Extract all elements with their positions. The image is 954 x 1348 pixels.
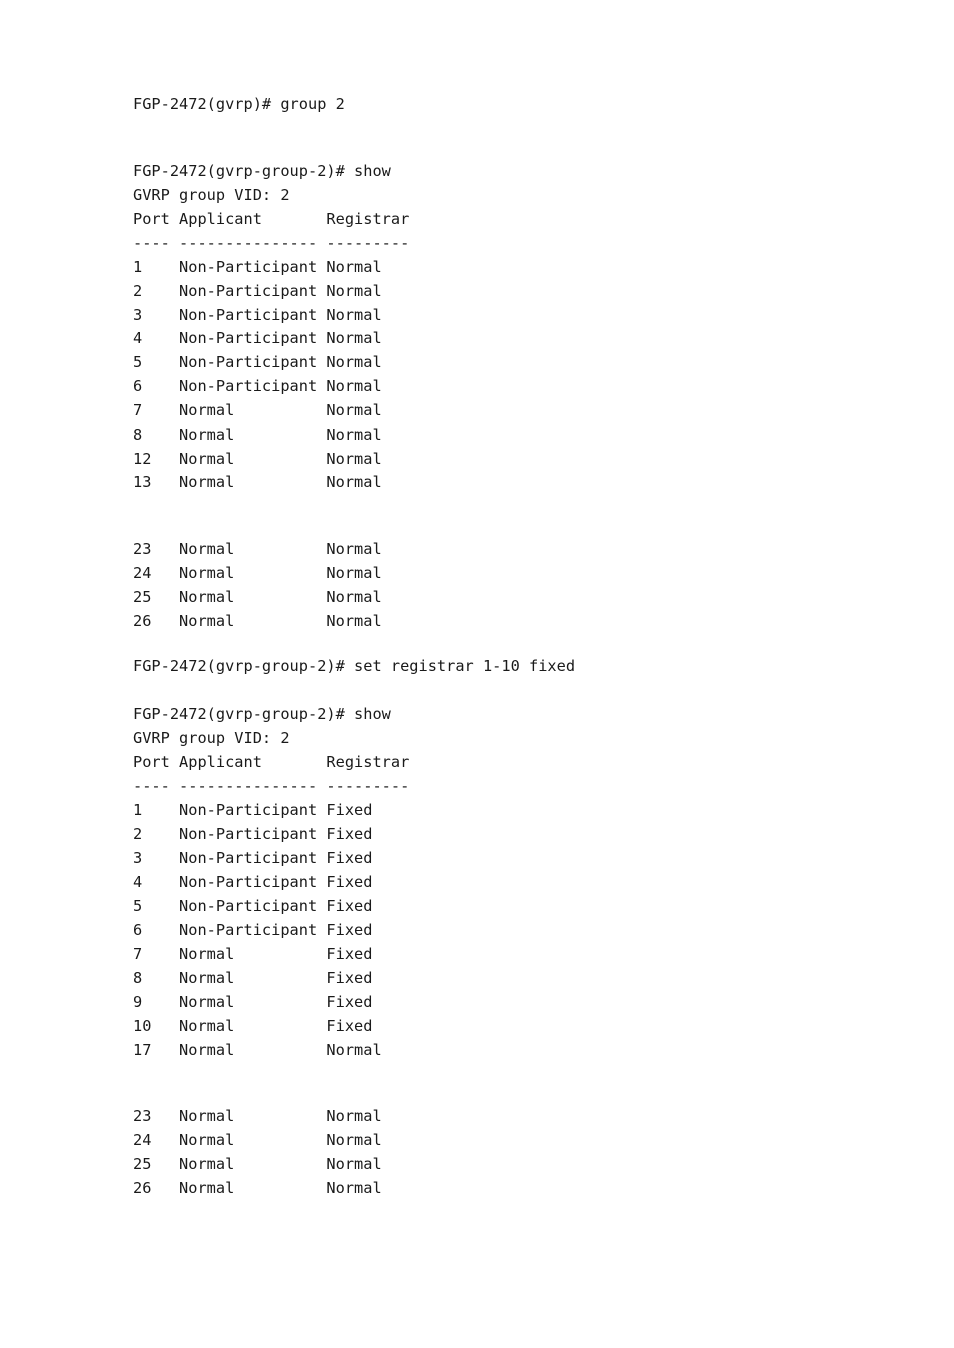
table-row: 23 Normal Normal [133, 1107, 382, 1125]
table-row: 1 Non-Participant Fixed [133, 801, 373, 819]
table-row: 4 Non-Participant Normal [133, 329, 382, 347]
table-row: 7 Normal Fixed [133, 945, 373, 963]
table-header: Port Applicant Registrar [133, 210, 410, 228]
cli-prompt-set-registrar: FGP-2472(gvrp-group-2)# set registrar 1-10 fixed [133, 657, 576, 675]
table-divider: ---- --------------- --------- [133, 777, 410, 795]
table-row: 8 Normal Fixed [133, 969, 373, 987]
table-row: 5 Non-Participant Fixed [133, 897, 373, 915]
table-row: 10 Normal Fixed [133, 1017, 373, 1035]
table-row: 6 Non-Participant Fixed [133, 921, 373, 939]
table-row: 4 Non-Participant Fixed [133, 873, 373, 891]
table-row: 1 Non-Participant Normal [133, 258, 382, 276]
cli-prompt-show: FGP-2472(gvrp-group-2)# show [133, 162, 391, 180]
table-row: 3 Non-Participant Normal [133, 306, 382, 324]
table-row: 26 Normal Normal [133, 612, 382, 630]
table-header: Port Applicant Registrar [133, 753, 410, 771]
table-row: 2 Non-Participant Fixed [133, 825, 373, 843]
table-row: 25 Normal Normal [133, 1155, 382, 1173]
table-row: 2 Non-Participant Normal [133, 282, 382, 300]
gvrp-vid-line: GVRP group VID: 2 [133, 729, 290, 747]
cli-prompt-group: FGP-2472(gvrp)# group 2 [133, 95, 345, 113]
table-row: 3 Non-Participant Fixed [133, 849, 373, 867]
table-row: 24 Normal Normal [133, 1131, 382, 1149]
table-row: 24 Normal Normal [133, 564, 382, 582]
gvrp-vid-line: GVRP group VID: 2 [133, 186, 290, 204]
table-row: 25 Normal Normal [133, 588, 382, 606]
table-row: 9 Normal Fixed [133, 993, 373, 1011]
table-row: 12 Normal Normal [133, 450, 382, 468]
table-row: 23 Normal Normal [133, 540, 382, 558]
table-row: 7 Normal Normal [133, 401, 382, 419]
table-row: 26 Normal Normal [133, 1179, 382, 1197]
table-divider: ---- --------------- --------- [133, 234, 410, 252]
table-row: 5 Non-Participant Normal [133, 353, 382, 371]
table-row: 17 Normal Normal [133, 1041, 382, 1059]
table-row: 6 Non-Participant Normal [133, 377, 382, 395]
table-row: 8 Normal Normal [133, 426, 382, 444]
cli-prompt-show: FGP-2472(gvrp-group-2)# show [133, 705, 391, 723]
table-row: 13 Normal Normal [133, 473, 382, 491]
